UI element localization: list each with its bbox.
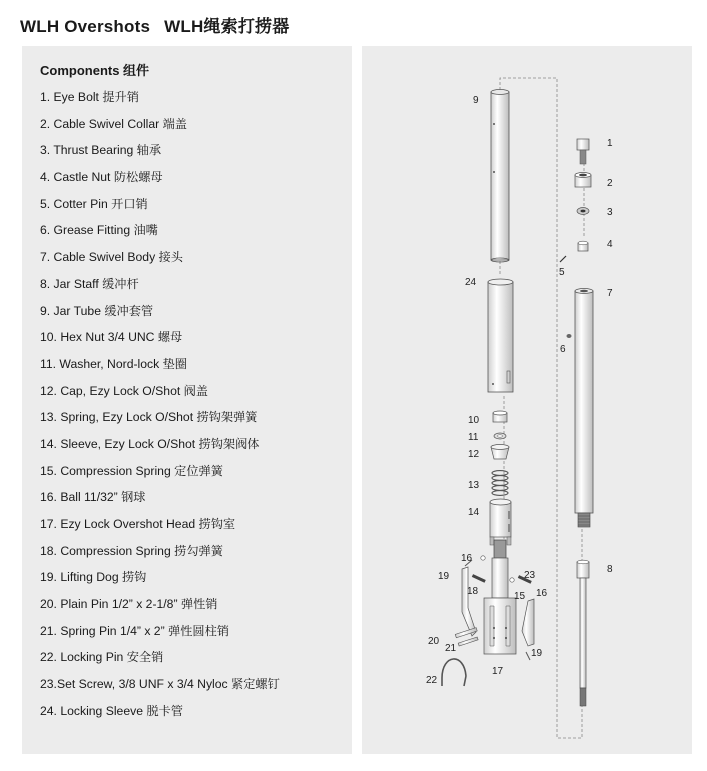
component-item: 5. Cotter Pin 开口销 [40, 196, 148, 211]
callout-4: 4 [607, 239, 613, 250]
component-item: 1. Eye Bolt 提升销 [40, 90, 139, 104]
part-19-lifting-dog-left [462, 560, 476, 636]
callout-19-left: 19 [438, 571, 450, 582]
callout-2: 2 [607, 178, 613, 189]
part-5-cotter-pin [560, 256, 566, 262]
page-title [20, 12, 289, 37]
callout-15: 15 [514, 591, 526, 602]
part-24-locking-sleeve [488, 279, 513, 392]
part-2-cable-swivel-collar [575, 173, 591, 188]
component-item: 11. Washer, Nord-lock 垫圈 [40, 356, 187, 371]
callout-13: 13 [468, 480, 480, 491]
component-item: 10. Hex Nut 3/4 UNC 螺母 [40, 330, 183, 345]
component-item: 14. Sleeve, Ezy Lock O/Shot 捞钩架阀体 [40, 436, 260, 451]
component-item: 15. Compression Spring 定位弹簧 [40, 463, 223, 478]
part-21-spring-pin [458, 637, 478, 646]
component-item: 9. Jar Tube 缓冲套管 [40, 303, 154, 318]
callout-5: 5 [559, 267, 565, 278]
component-item: 12. Cap, Ezy Lock O/Shot 阀盖 [40, 383, 208, 398]
components-panel [22, 46, 352, 754]
callout-7: 7 [607, 288, 613, 299]
part-18-compression-spring [472, 574, 486, 583]
component-item: 20. Plain Pin 1/2” x 2-1/8” 弹性销 [40, 597, 218, 612]
component-item: 21. Spring Pin 1/4” x 2” 弹性圆柱销 [40, 623, 229, 638]
component-item: 22. Locking Pin 安全销 [40, 650, 164, 665]
part-22-locking-pin [442, 659, 466, 686]
component-item: 24. Locking Sleeve 脱卡管 [40, 703, 183, 718]
part-9-jar-tube [491, 90, 509, 263]
callout-12: 12 [468, 449, 480, 460]
callout-21: 21 [445, 643, 457, 654]
callout-6: 6 [560, 344, 566, 355]
components-list [40, 84, 280, 725]
title-english: WLH Overshots [20, 17, 151, 36]
component-item: 2. Cable Swivel Collar 端盖 [40, 116, 187, 131]
part-8-jar-staff [577, 560, 589, 706]
callout-22: 22 [426, 675, 438, 686]
part-3-thrust-bearing [577, 208, 589, 215]
exploded-diagram-panel [362, 46, 692, 754]
part-7-cable-swivel-body [575, 289, 593, 528]
component-item: 18. Compression Spring 捞勾弹簧 [40, 543, 223, 558]
component-item: 23.Set Screw, 3/8 UNF x 3/4 Nyloc 紧定螺钉 [40, 677, 280, 692]
callout-20: 20 [428, 636, 440, 647]
callout-10: 10 [468, 415, 480, 426]
callout-16-left: 16 [461, 553, 473, 564]
callout-1: 1 [607, 138, 613, 149]
component-item: 7. Cable Swivel Body 接头 [40, 250, 183, 265]
part-13-spring [492, 471, 508, 496]
callout-18: 18 [467, 586, 479, 597]
part-6-grease-fitting [567, 334, 572, 338]
component-item: 16. Ball 11/32” 钢球 [40, 490, 146, 505]
part-12-cap [491, 445, 509, 460]
callout-24: 24 [465, 277, 477, 288]
component-item: 19. Lifting Dog 捞钩 [40, 570, 147, 585]
exploded-diagram [362, 46, 692, 754]
component-item: 4. Castle Nut 防松螺母 [40, 170, 163, 185]
callout-19-right: 19 [531, 648, 543, 659]
components-heading: Components 组件 [40, 63, 150, 78]
component-item: 8. Jar Staff 缓冲杆 [40, 276, 139, 291]
callout-16-right: 16 [536, 588, 548, 599]
component-item: 3. Thrust Bearing 轴承 [40, 143, 162, 158]
callout-17: 17 [492, 666, 504, 677]
part-1-eye-bolt [577, 139, 589, 164]
part-11-washer [494, 433, 506, 439]
callout-23: 23 [524, 570, 536, 581]
component-item: 13. Spring, Ezy Lock O/Shot 捞钩架弹簧 [40, 410, 258, 425]
part-14-sleeve [490, 499, 511, 545]
title-chinese: WLH绳索打捞器 [164, 17, 290, 36]
callout-8: 8 [607, 564, 613, 575]
component-item: 17. Ezy Lock Overshot Head 捞钩室 [40, 517, 236, 531]
part-10-hex-nut [493, 411, 507, 422]
callout-14: 14 [468, 507, 480, 518]
component-item: 6. Grease Fitting 油嘴 [40, 223, 158, 238]
part-4-castle-nut [578, 241, 588, 251]
callout-11: 11 [468, 432, 479, 443]
part-17-overshot-head [481, 540, 516, 654]
callout-9: 9 [473, 95, 479, 106]
callout-3: 3 [607, 207, 613, 218]
